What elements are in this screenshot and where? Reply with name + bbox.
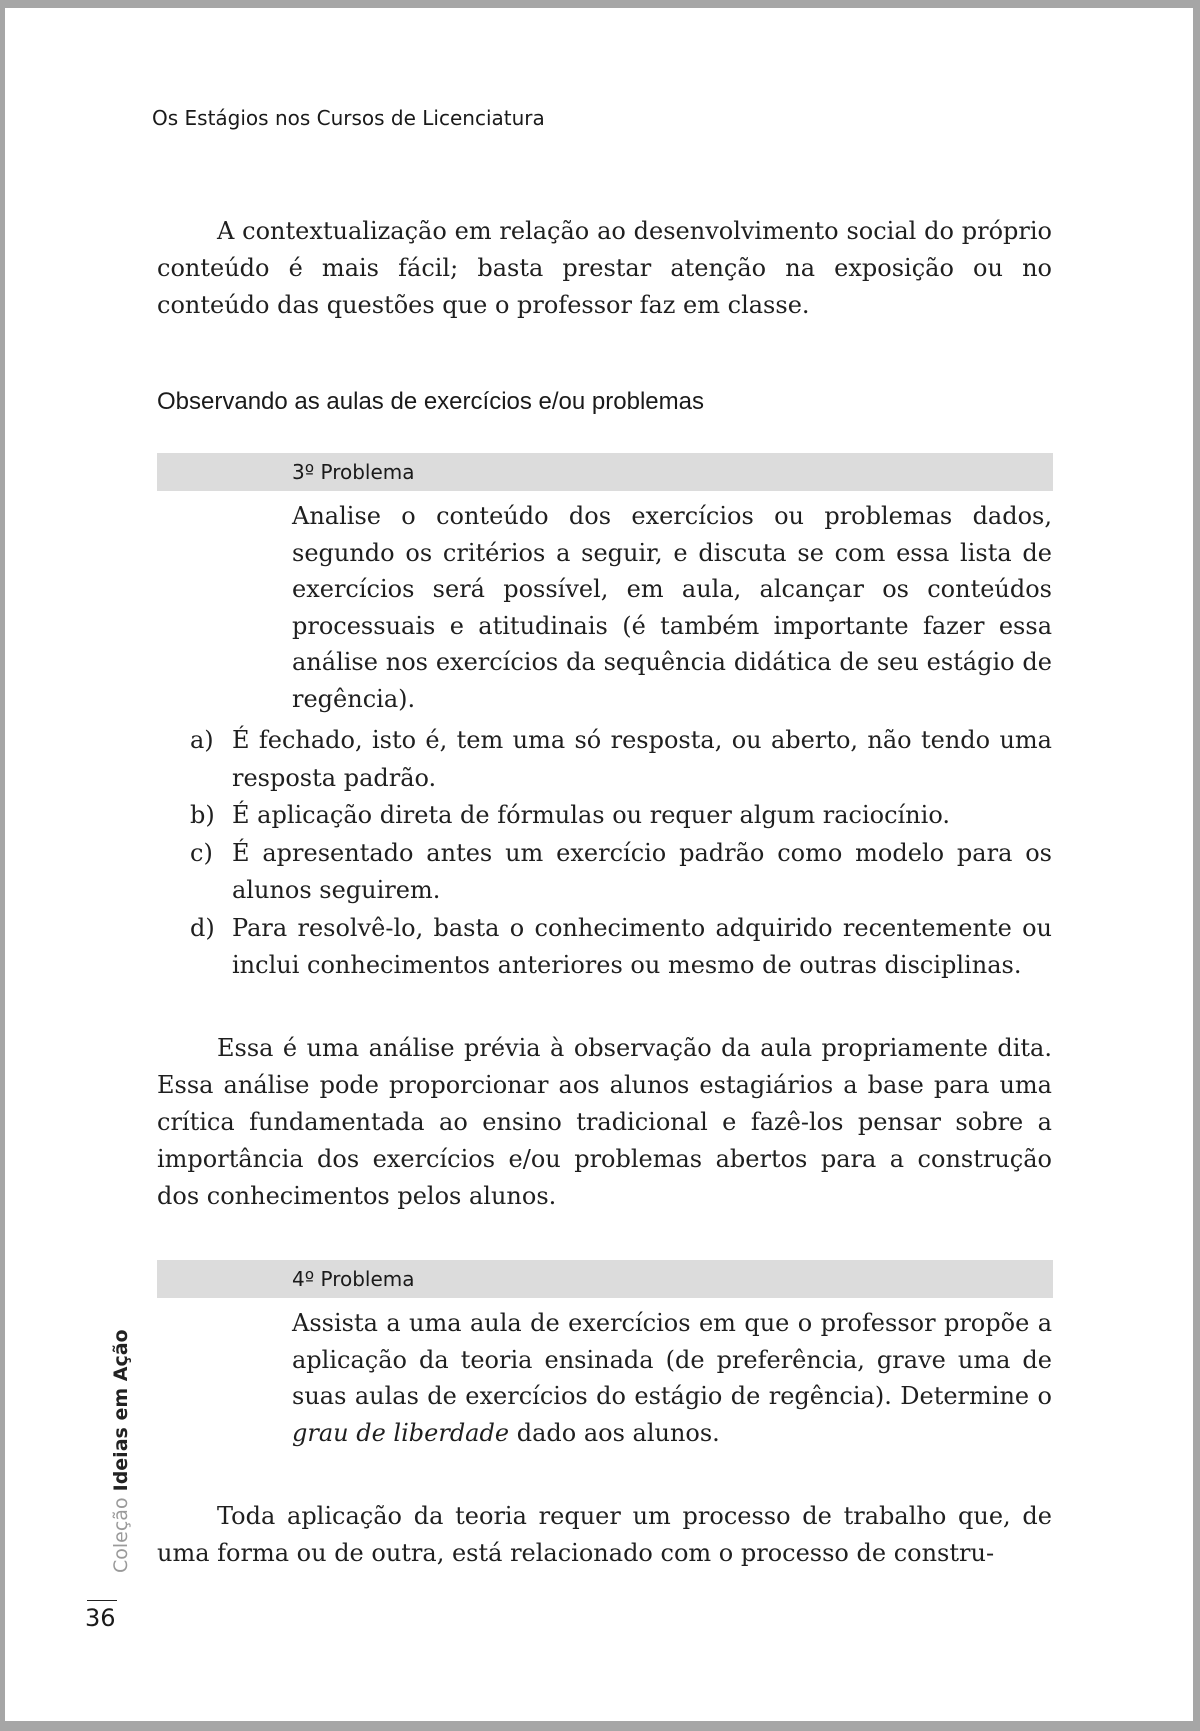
intro-paragraph: A contextualização em relação ao desenvolvimento social do próprio conteúdo é mais fácil; basta prestar atenção na exposição ou no conteúdo das questões que o professor faz em classe. — [157, 217, 1052, 319]
problem-3-title: 3º Problema — [292, 460, 415, 484]
list-marker: b) — [190, 801, 215, 829]
problem-3-header — [157, 453, 1053, 491]
collection-side-label — [110, 1329, 132, 1573]
collection-label: Coleção — [110, 1497, 132, 1573]
analysis-paragraph: Essa é uma análise prévia à observação da aula propriamente dita. Essa análise pode proporcionar aos alunos estagiários a base para uma crítica fundamentada ao ensino tradicional e fazê-los pensar sobre a importância dos exercícios e/ou problemas abertos para a construção dos conhecimentos pelos alunos. — [157, 1034, 1052, 1210]
list-marker: d) — [190, 913, 215, 942]
problem-4-text-italic: grau de liberdade — [292, 1418, 510, 1447]
list-marker: a) — [190, 726, 214, 754]
problem-4-text — [292, 1305, 1052, 1451]
list-item-text: É apresentado antes um exercício padrão como modelo para os alunos seguirem. — [232, 838, 1052, 904]
section-heading: Observando as aulas de exercícios e/ou problemas — [157, 388, 704, 415]
criteria-list — [190, 722, 1052, 985]
list-item-text: Para resolvê-lo, basta o conhecimento adquirido recentemente ou inclui conhecimentos anteriores ou mesmo de outras disciplinas. — [232, 913, 1052, 979]
list-item — [190, 910, 1052, 985]
page-number-rule — [87, 1600, 117, 1601]
list-item — [190, 835, 1052, 910]
problem-4-text-part2: dado aos alunos. — [516, 1418, 720, 1447]
running-head: Os Estágios nos Cursos de Licenciatura — [152, 106, 545, 130]
list-item — [190, 722, 1052, 797]
problem-4-header — [157, 1260, 1053, 1298]
final-paragraph: Toda aplicação da teoria requer um processo de trabalho que, de uma forma ou de outra, está relacionado com o processo de constru- — [157, 1502, 1052, 1567]
problem-4-text-part1: Assista a uma aula de exercícios em que o professor propõe a aplicação da teoria ensinada (de preferência, grave uma de suas aulas de exercícios do estágio de regência). Determine o — [292, 1309, 1052, 1410]
list-item — [190, 797, 1052, 835]
list-item-text: É fechado, isto é, tem uma só resposta, ou aberto, não tendo uma resposta padrão. — [232, 726, 1052, 792]
page-number: 36 — [85, 1604, 116, 1632]
list-item-text: É aplicação direta de fórmulas ou requer algum raciocínio. — [232, 801, 950, 829]
problem-4-title: 4º Problema — [292, 1267, 415, 1291]
book-page — [5, 8, 1193, 1721]
list-marker: c) — [190, 838, 213, 867]
problem-3-text: Analise o conteúdo dos exercícios ou problemas dados, segundo os critérios a seguir, e discuta se com essa lista de exercícios será possível, em aula, alcançar os conteúdos processuais e atitudinais (é também importante fazer essa análise nos exercícios da sequência didática de seu estágio de regência). — [292, 502, 1052, 713]
series-label: Ideias em Ação — [110, 1329, 132, 1492]
